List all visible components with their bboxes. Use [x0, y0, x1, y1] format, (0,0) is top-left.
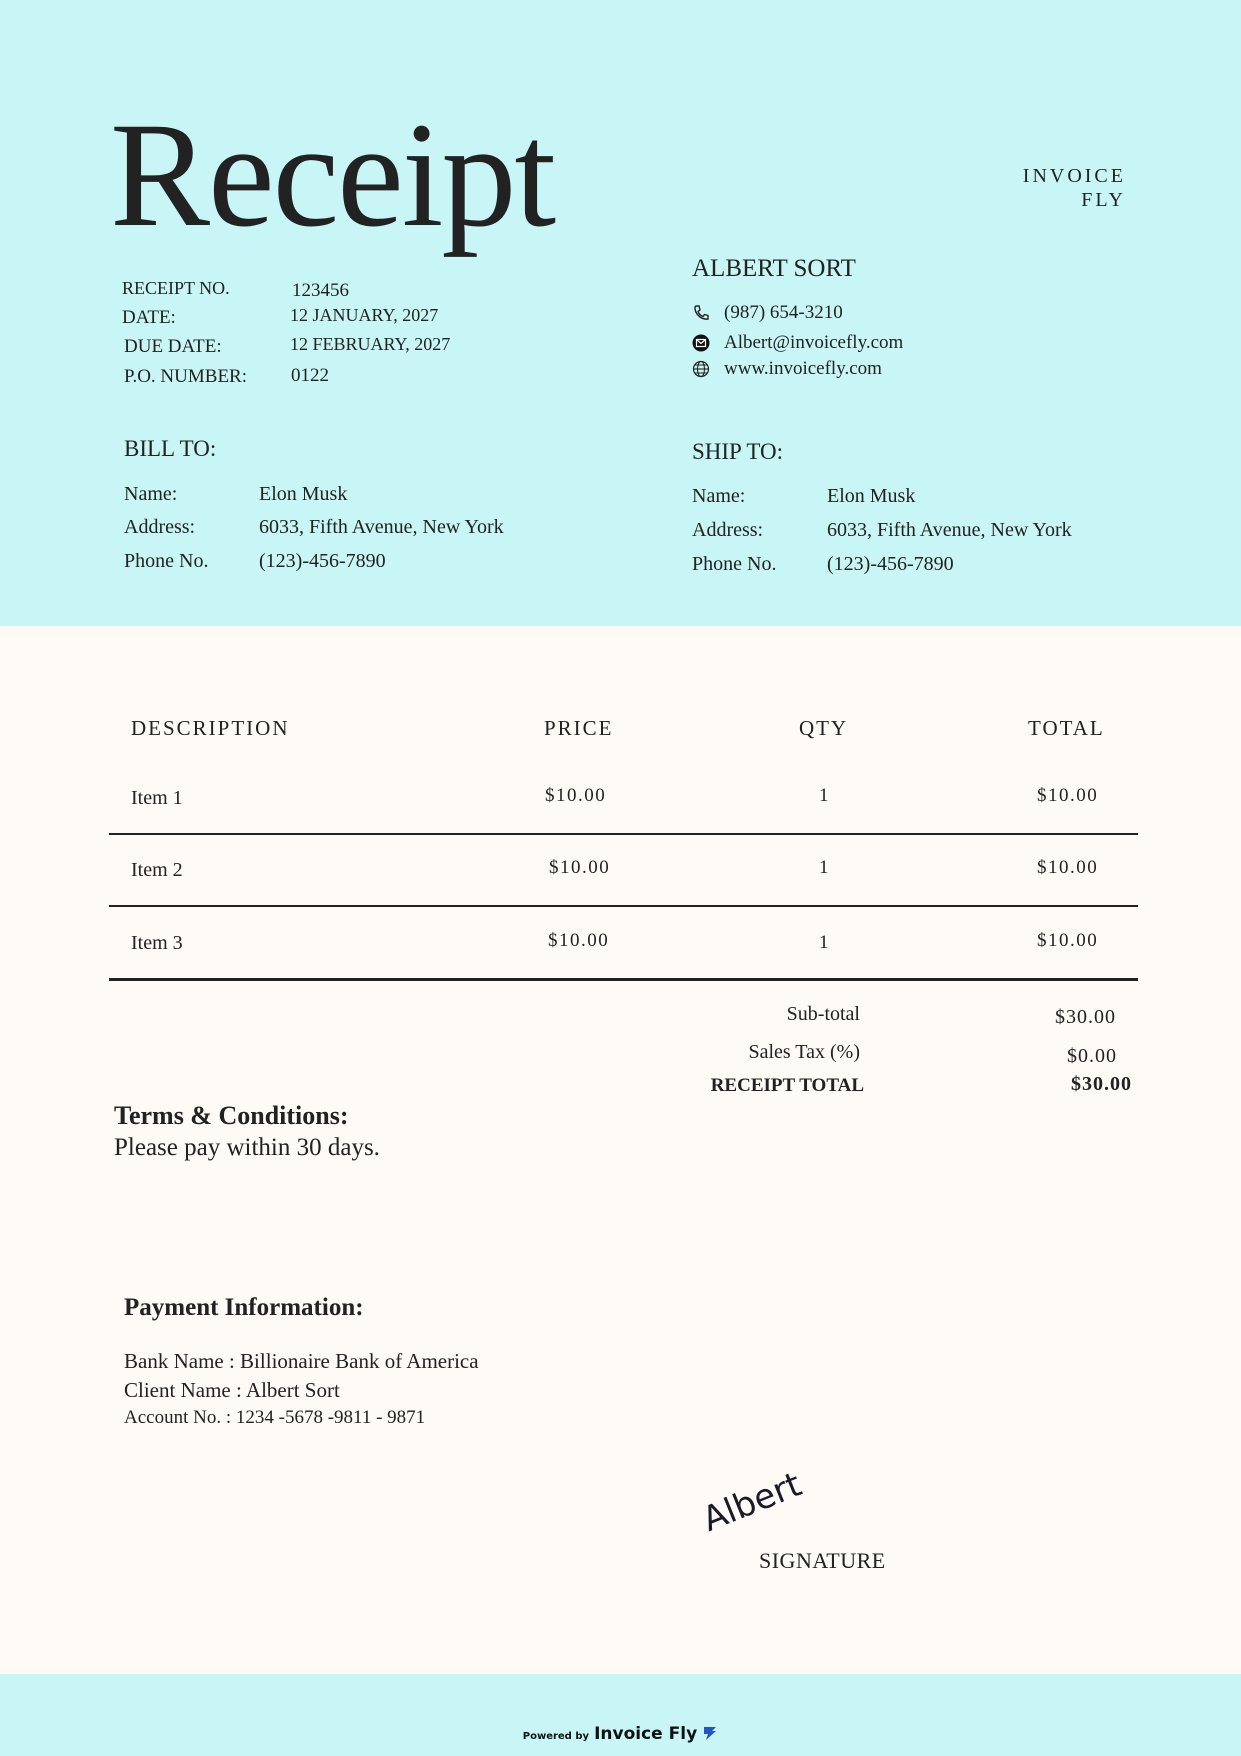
- row-qty: 1: [819, 785, 830, 806]
- bill-to-address-label: Address:: [124, 516, 196, 538]
- ship-to-phone: (123)-456-7890: [827, 553, 954, 575]
- sales-tax-label: Sales Tax (%): [748, 1041, 860, 1063]
- terms-text: Please pay within 30 days.: [114, 1134, 380, 1161]
- bill-to-heading: BILL TO:: [124, 436, 217, 461]
- payment-heading: Payment Information:: [124, 1294, 364, 1321]
- payment-client-name: Client Name : Albert Sort: [124, 1378, 340, 1402]
- row-qty: 1: [819, 857, 830, 878]
- row-price: $10.00: [549, 857, 611, 878]
- row-price: $10.00: [545, 785, 607, 806]
- receipt-no-value: 123456: [292, 280, 349, 301]
- powered-by-text: Powered by: [522, 1731, 589, 1742]
- ship-to-address-label: Address:: [692, 519, 764, 541]
- due-date-label: DUE DATE:: [124, 336, 222, 357]
- row-total: $10.00: [1037, 785, 1099, 806]
- row-description: Item 2: [131, 859, 183, 881]
- receipt-total-value: $30.00: [1071, 1073, 1132, 1095]
- col-header-price: PRICE: [544, 716, 614, 740]
- bill-to-name-label: Name:: [124, 483, 178, 505]
- date-label: DATE:: [122, 307, 176, 328]
- subtotal-value: $30.00: [1055, 1006, 1116, 1028]
- table-bottom-rule: [109, 978, 1138, 981]
- company-website: [692, 358, 882, 380]
- bill-to-address: 6033, Fifth Avenue, New York: [259, 516, 504, 538]
- row-qty: 1: [819, 932, 830, 953]
- due-date-value: 12 FEBRUARY, 2027: [290, 334, 451, 354]
- row-divider: [109, 905, 1138, 907]
- subtotal-label: Sub-total: [786, 1003, 860, 1025]
- row-description: Item 1: [131, 787, 183, 809]
- brand-line-2: FLY: [1081, 189, 1126, 211]
- row-total: $10.00: [1037, 930, 1099, 951]
- receipt-no-label: RECEIPT NO.: [122, 278, 230, 298]
- row-divider: [109, 833, 1138, 835]
- po-number-value: 0122: [291, 365, 329, 386]
- col-header-qty: QTY: [799, 716, 849, 740]
- company-email-text: Albert@invoicefly.com: [724, 332, 904, 353]
- page-title: Receipt: [110, 92, 555, 258]
- date-value: 12 JANUARY, 2027: [290, 305, 439, 325]
- terms-heading: Terms & Conditions:: [114, 1101, 349, 1130]
- brand-wordmark: [1023, 164, 1126, 212]
- po-number-label: P.O. NUMBER:: [124, 366, 247, 387]
- ship-to-name: Elon Musk: [827, 485, 916, 507]
- ship-to-name-label: Name:: [692, 485, 746, 507]
- row-price: $10.00: [548, 930, 610, 951]
- col-header-total: TOTAL: [1028, 716, 1105, 740]
- ship-to-phone-label: Phone No.: [692, 553, 777, 575]
- company-phone-text: (987) 654-3210: [724, 302, 843, 323]
- payment-account-no: Account No. : 1234 -5678 -9811 - 9871: [124, 1407, 426, 1428]
- mail-icon: [692, 334, 710, 352]
- bill-to-name: Elon Musk: [259, 483, 348, 505]
- phone-icon: [692, 304, 710, 322]
- company-email: [692, 332, 903, 354]
- footer-brand-name: Invoice Fly: [594, 1724, 698, 1744]
- bill-to-phone: (123)-456-7890: [259, 550, 386, 572]
- bill-to-phone-label: Phone No.: [124, 550, 209, 572]
- signature-label: SIGNATURE: [759, 1548, 886, 1573]
- ship-to-address: 6033, Fifth Avenue, New York: [827, 519, 1072, 541]
- col-header-description: DESCRIPTION: [131, 716, 290, 740]
- company-name: ALBERT SORT: [692, 255, 856, 282]
- ship-to-heading: SHIP TO:: [692, 439, 783, 464]
- brand-line-1: INVOICE: [1022, 165, 1126, 187]
- powered-by-footer: [0, 1724, 1241, 1744]
- row-description: Item 3: [131, 932, 183, 954]
- signature-script: Albert: [697, 1464, 808, 1540]
- invoice-fly-logo-icon: [702, 1725, 718, 1741]
- company-website-text: www.invoicefly.com: [724, 358, 882, 379]
- receipt-total-label: RECEIPT TOTAL: [710, 1075, 864, 1096]
- sales-tax-value: $0.00: [1067, 1045, 1117, 1067]
- globe-icon: [692, 360, 710, 378]
- payment-bank-name: Bank Name : Billionaire Bank of America: [124, 1349, 479, 1373]
- row-total: $10.00: [1037, 857, 1099, 878]
- company-phone: [692, 302, 843, 324]
